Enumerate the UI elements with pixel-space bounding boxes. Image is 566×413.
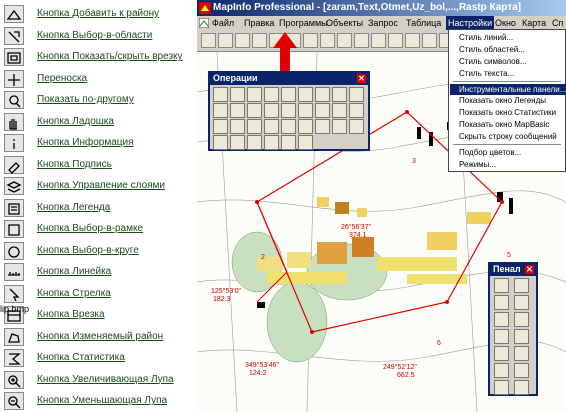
help-list-label[interactable]: Кнопка Выбор-в-круге xyxy=(37,244,139,256)
help-list-button xyxy=(4,134,24,152)
label-icon xyxy=(6,158,22,174)
operations-tool-button[interactable] xyxy=(281,103,296,118)
menu-separator xyxy=(453,144,561,145)
editable-district-icon xyxy=(6,330,22,346)
toolbar-button[interactable] xyxy=(218,33,233,48)
operations-tool-button[interactable] xyxy=(213,103,228,118)
penal-tool-button[interactable] xyxy=(514,346,529,361)
dropdown-item[interactable]: Подбор цветов... xyxy=(459,148,522,157)
help-list-label[interactable]: Кнопка Подпись xyxy=(37,158,112,170)
operations-tool-button[interactable] xyxy=(264,103,279,118)
operations-tool-button[interactable] xyxy=(264,87,279,102)
help-list-button xyxy=(4,48,24,66)
operations-tool-button[interactable] xyxy=(332,103,347,118)
legend-icon xyxy=(6,201,22,217)
penal-tool-button[interactable] xyxy=(514,295,529,310)
help-list-item[interactable] xyxy=(0,155,195,177)
menu-5[interactable]: Таблица xyxy=(406,18,442,28)
operations-palette-title: Операции ✕ xyxy=(210,73,368,85)
toolbar-button[interactable] xyxy=(235,33,250,48)
help-list-item[interactable] xyxy=(0,112,195,134)
help-list-button xyxy=(4,27,24,45)
menu-separator xyxy=(453,81,561,82)
help-list-item[interactable] xyxy=(0,391,195,413)
help-list-button xyxy=(4,156,24,174)
mapinfo-logo-icon xyxy=(199,2,211,14)
segment-length-c: 182.3 xyxy=(213,296,231,303)
help-list-label[interactable]: Показать по-другому xyxy=(37,94,134,105)
operations-tool-button[interactable] xyxy=(264,135,279,150)
help-list-label[interactable]: Кнопка Стрелка xyxy=(37,287,111,299)
help-list-button xyxy=(4,242,24,260)
penal-tool-button[interactable] xyxy=(514,278,529,293)
help-list-item[interactable] xyxy=(0,198,195,220)
help-list-button xyxy=(4,263,24,281)
hand-icon xyxy=(6,115,22,131)
dropdown-item[interactable]: Скрыть строку сообщений xyxy=(459,132,557,141)
help-list-label[interactable]: Переноска xyxy=(37,72,88,84)
dropdown-item[interactable]: Инструментальные панели... xyxy=(450,84,566,95)
operations-tool-button[interactable] xyxy=(213,119,228,134)
dropdown-item[interactable]: Стиль линий... xyxy=(459,33,514,42)
menu-2[interactable]: Программы xyxy=(279,18,328,28)
title-bar xyxy=(197,0,566,16)
select-in-region-icon xyxy=(6,29,22,45)
dropdown-item[interactable]: Режимы... xyxy=(459,160,497,169)
operations-tool-button[interactable] xyxy=(230,103,245,118)
toolbar-button[interactable] xyxy=(201,33,216,48)
operations-tool-button[interactable] xyxy=(298,119,313,134)
operations-tool-button[interactable] xyxy=(281,135,296,150)
help-list-item[interactable] xyxy=(0,176,195,198)
penal-tool-button[interactable] xyxy=(494,295,509,310)
help-list-label[interactable]: Кнопка Выбор-в-рамке xyxy=(37,223,143,234)
operations-tool-button[interactable] xyxy=(332,119,347,134)
help-list-item[interactable] xyxy=(0,370,195,392)
help-list-item[interactable] xyxy=(0,262,195,284)
help-list-label[interactable]: Кнопка Добавить к району xyxy=(37,8,160,19)
segment-length-e: 124.2 xyxy=(249,370,267,377)
dropdown-item[interactable]: Показать окно Статистики xyxy=(459,108,557,117)
help-list-item[interactable] xyxy=(0,305,195,327)
help-list-item[interactable] xyxy=(0,219,195,241)
info-icon xyxy=(6,136,22,152)
operations-tool-button[interactable] xyxy=(247,119,262,134)
show-hide-inset-icon xyxy=(6,50,22,66)
menu-6[interactable]: Настройки xyxy=(448,18,493,28)
help-list-button xyxy=(4,70,24,88)
help-list-item[interactable] xyxy=(0,26,195,48)
operations-tool-button[interactable] xyxy=(247,103,262,118)
select-box-icon xyxy=(6,222,22,238)
help-list-label[interactable]: Кнопка Показать/скрыть врезку xyxy=(37,51,183,62)
help-list-item[interactable] xyxy=(0,327,195,349)
segment-length-a: 374.1 xyxy=(349,232,367,239)
close-icon[interactable]: ✕ xyxy=(526,265,533,274)
help-list-item[interactable] xyxy=(0,47,195,69)
help-list-button xyxy=(4,91,24,109)
toolbar-button[interactable] xyxy=(320,33,335,48)
operations-tool-button[interactable] xyxy=(332,87,347,102)
settings-dropdown-menu xyxy=(448,29,566,172)
menu-8[interactable]: Карта xyxy=(522,18,547,28)
operations-tool-button[interactable] xyxy=(230,87,245,102)
operations-tool-button[interactable] xyxy=(264,119,279,134)
segment-bearing-a: 26°56'37" xyxy=(341,224,371,231)
help-list-button xyxy=(4,328,24,346)
operations-tool-button[interactable] xyxy=(349,87,364,102)
help-list-label[interactable]: Кнопка Статистика xyxy=(37,352,125,363)
help-list-label[interactable]: Кнопка Легенда xyxy=(37,201,111,213)
penal-tool-button[interactable] xyxy=(514,363,529,378)
help-list-button xyxy=(4,199,24,217)
help-list-label[interactable]: Кнопка Управление слоями xyxy=(37,180,166,191)
menu-0[interactable]: Файл xyxy=(212,18,235,28)
arrow-icon xyxy=(6,287,22,303)
point-label-2: 2 xyxy=(261,254,265,261)
close-icon[interactable]: ✕ xyxy=(358,74,365,83)
map-window-icon[interactable] xyxy=(199,18,209,28)
dropdown-item[interactable]: Стиль областей... xyxy=(459,45,525,54)
help-list-label[interactable]: Кнопка Изменяемый район xyxy=(37,330,164,342)
toolbar-button[interactable] xyxy=(371,33,386,48)
zoom-out-icon xyxy=(6,394,22,410)
toolbar-button[interactable] xyxy=(405,33,420,48)
operations-tool-button[interactable] xyxy=(213,87,228,102)
select-circle-icon xyxy=(6,244,22,260)
help-list-button xyxy=(4,285,24,303)
penal-tool-button[interactable] xyxy=(514,329,529,344)
help-list-item[interactable] xyxy=(0,69,195,91)
toolbar-button[interactable] xyxy=(252,33,267,48)
toolbar-button[interactable] xyxy=(388,33,403,48)
penal-tool-button[interactable] xyxy=(494,380,509,395)
help-list-label[interactable]: Кнопка Уменьшающая Лупа xyxy=(37,395,168,406)
button-help-list xyxy=(0,0,195,412)
menu-7[interactable]: Окно xyxy=(495,18,516,28)
help-list-item[interactable] xyxy=(0,133,195,155)
dropdown-item[interactable]: Показать окно MapBasic xyxy=(459,120,550,129)
ruler-icon xyxy=(6,265,22,281)
operations-tool-button[interactable] xyxy=(349,119,364,134)
help-list-item[interactable] xyxy=(0,90,195,112)
penal-tool-button[interactable] xyxy=(514,312,529,327)
help-list-label[interactable]: Кнопка Линейка xyxy=(37,266,112,277)
operations-tool-button[interactable] xyxy=(247,87,262,102)
operations-tool-button[interactable] xyxy=(281,119,296,134)
point-label-6: 6 xyxy=(437,340,441,347)
statistics-icon xyxy=(6,351,22,367)
help-list-button xyxy=(4,220,24,238)
operations-tool-button[interactable] xyxy=(213,135,228,150)
help-list-button xyxy=(4,392,24,410)
operations-tool-button[interactable] xyxy=(230,135,245,150)
help-list-label[interactable]: Кнопка Увеличивающая Лупа xyxy=(37,373,174,385)
menu-3[interactable]: Объекты xyxy=(326,18,364,28)
point-label-5: 5 xyxy=(507,252,511,259)
operations-tool-button[interactable] xyxy=(315,103,330,118)
penal-palette xyxy=(488,262,538,396)
help-list-button xyxy=(4,177,24,195)
operations-tool-button[interactable] xyxy=(349,103,364,118)
penal-palette-title: Пенал ✕ xyxy=(490,264,536,276)
penal-tool-button[interactable] xyxy=(494,363,509,378)
toolbar-button[interactable] xyxy=(337,33,352,48)
operations-tool-button[interactable] xyxy=(298,87,313,102)
help-list-button xyxy=(4,371,24,389)
move-icon xyxy=(6,72,22,88)
menu-1[interactable]: Правка xyxy=(244,18,275,28)
operations-tool-button[interactable] xyxy=(281,87,296,102)
dropdown-item[interactable]: Стиль символов... xyxy=(459,57,527,66)
layers-icon xyxy=(6,179,22,195)
operations-tool-button[interactable] xyxy=(315,119,330,134)
dropdown-item[interactable]: Стиль текста... xyxy=(459,69,515,78)
segment-length-d: 662.5 xyxy=(397,372,415,379)
operations-tool-button[interactable] xyxy=(315,87,330,102)
segment-bearing-d: 249°52'12" xyxy=(383,364,417,371)
point-label-3: 3 xyxy=(412,158,416,165)
toolbar-button[interactable] xyxy=(354,33,369,48)
menu-4[interactable]: Запрос xyxy=(368,18,398,28)
help-list-label[interactable]: Кнопка Информация xyxy=(37,137,134,148)
penal-tool-button[interactable] xyxy=(494,346,509,361)
operations-tool-button[interactable] xyxy=(247,135,262,150)
operations-palette xyxy=(208,71,370,151)
toolbar-button[interactable] xyxy=(303,33,318,48)
help-list-label[interactable]: Кнопка Выбор-в-области xyxy=(37,29,153,41)
zoom-info-icon xyxy=(6,93,22,109)
add-to-district-icon xyxy=(6,7,22,23)
help-list-button xyxy=(4,5,24,23)
segment-bearing-c: 125°53'0" xyxy=(211,288,241,295)
operations-tool-button[interactable] xyxy=(298,135,313,150)
help-list-item[interactable] xyxy=(0,348,195,370)
operations-tool-button[interactable] xyxy=(298,103,313,118)
help-list-button xyxy=(4,113,24,131)
menu-9[interactable]: Сп xyxy=(552,18,564,28)
bmp-caption: lip.bmp xyxy=(0,304,30,314)
penal-tool-button[interactable] xyxy=(494,278,509,293)
help-list-item[interactable] xyxy=(0,241,195,263)
help-list-label[interactable]: Кнопка Врезка xyxy=(37,309,105,320)
toolbar-button[interactable] xyxy=(422,33,437,48)
help-list-item[interactable] xyxy=(0,4,195,26)
help-list-button xyxy=(4,349,24,367)
help-list-item[interactable] xyxy=(0,284,195,306)
window-title: MapInfo Professional - [zaram,Text,Otmet,Uz_bol,...,Rastp Карта] xyxy=(213,2,522,13)
dropdown-item[interactable]: Показать окно Легенды xyxy=(459,96,546,105)
operations-tool-button[interactable] xyxy=(230,119,245,134)
penal-tool-button[interactable] xyxy=(494,312,509,327)
help-list-label[interactable]: Кнопка Ладошка xyxy=(37,115,114,127)
segment-bearing-e: 349°53'46" xyxy=(245,362,279,369)
zoom-in-icon xyxy=(6,373,22,389)
penal-tool-button[interactable] xyxy=(514,380,529,395)
penal-tool-button[interactable] xyxy=(494,329,509,344)
